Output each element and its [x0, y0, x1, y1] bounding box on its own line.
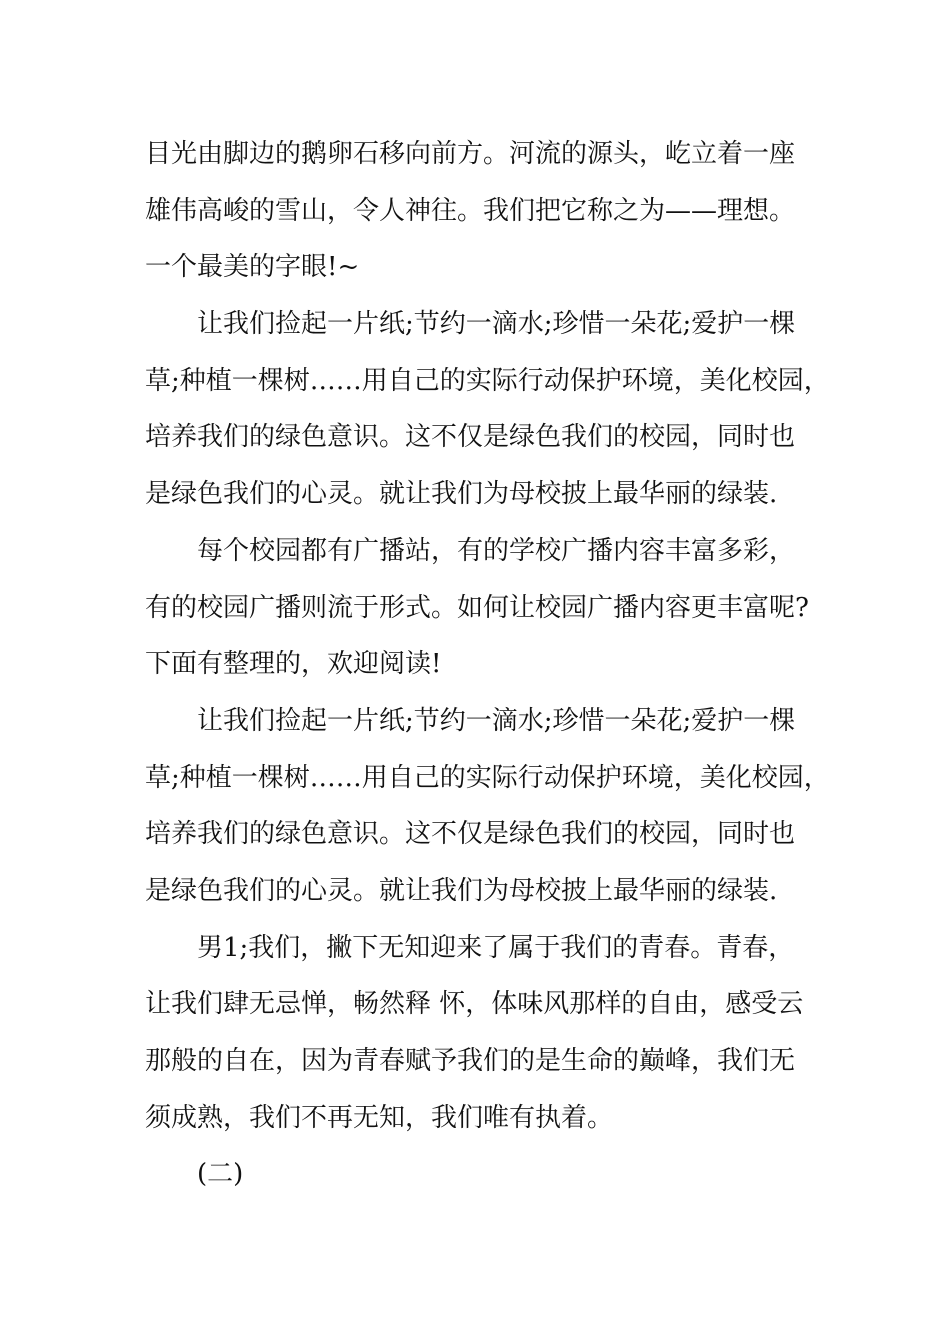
- section-heading: (二): [197, 1159, 244, 1190]
- paragraph: [145, 126, 835, 296]
- text-line: 有的校园广播则流于形式。如何让校园广播内容更丰富呢?: [145, 592, 809, 623]
- text-line: 男1;我们，撇下无知迎来了属于我们的青春。青春，: [197, 932, 795, 963]
- paragraph: [145, 523, 835, 693]
- text-line: 目光由脚边的鹅卵石移向前方。河流的源头，屹立着一座: [145, 139, 796, 169]
- text-line: 雄伟高峻的雪山，令人神往。我们把它称之为——理想。: [145, 195, 796, 226]
- paragraph: [145, 296, 835, 523]
- paragraph: [145, 693, 835, 920]
- text-line: 下面有整理的，欢迎阅读!: [145, 649, 442, 680]
- paragraph: [145, 920, 835, 1147]
- text-line: 培养我们的绿色意识。这不仅是绿色我们的校园，同时也: [145, 422, 796, 453]
- text-line: 培养我们的绿色意识。这不仅是绿色我们的校园，同时也: [145, 819, 796, 850]
- text-line: 是绿色我们的心灵。就让我们为母校披上最华丽的绿装.: [145, 875, 778, 906]
- text-line: 草;种植一棵树……用自己的实际行动保护环境，美化校园，: [145, 762, 830, 793]
- text-line: 每个校园都有广播站，有的学校广播内容丰富多彩，: [197, 535, 796, 566]
- text-line: 那般的自在，因为青春赋予我们的是生命的巅峰，我们无: [145, 1046, 796, 1076]
- text-line: 让我们肆无忌惮，畅然释 怀，体味风那样的自由，感受云: [145, 989, 804, 1020]
- text-line: 草;种植一棵树……用自己的实际行动保护环境，美化校园，: [145, 365, 830, 396]
- paragraph: [145, 1146, 835, 1203]
- text-line: 须成熟，我们不再无知，我们唯有执着。: [145, 1102, 614, 1133]
- text-line: 让我们捡起一片纸;节约一滴水;珍惜一朵花;爱护一棵: [197, 309, 796, 340]
- text-line: 让我们捡起一片纸;节约一滴水;珍惜一朵花;爱护一棵: [197, 705, 796, 736]
- text-line: 是绿色我们的心灵。就让我们为母校披上最华丽的绿装.: [145, 479, 778, 510]
- text-line: 一个最美的字眼!~: [145, 252, 360, 283]
- document-body: [145, 126, 835, 1203]
